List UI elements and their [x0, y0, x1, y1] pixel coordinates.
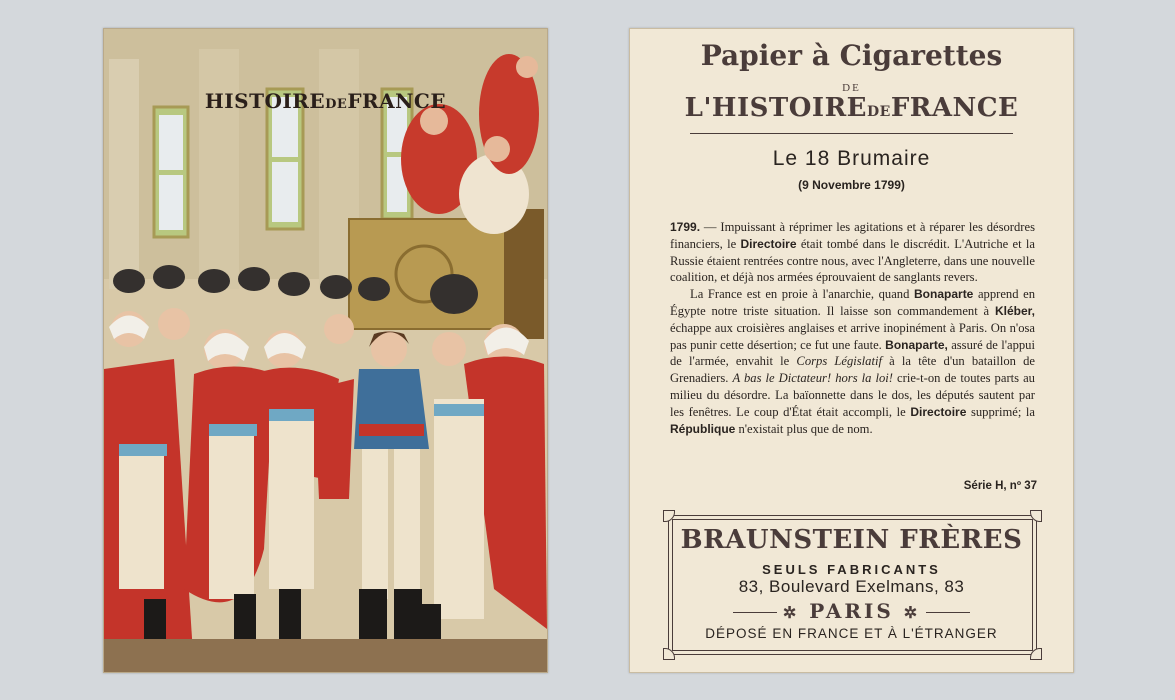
- front-title: HISTOIREDEFRANCE: [204, 89, 447, 113]
- paragraph-1: 1799. — Impuissant à réprimer les agitations et à réparer les désordres financiers, le Directoire était tombé dans le discrédit. L'Autriche et la Russie étaient rentrées contre nous, avec l'Angleterre, dans une nouvelle coalition, et déjà nos armées éprouvaient de sanglants revers.: [670, 220, 1035, 285]
- maker-city: ✲ PARIS ✲: [630, 599, 1073, 623]
- illustration-18-brumaire: [104, 29, 547, 672]
- body-text: [670, 219, 1035, 437]
- header-line2: L'HISTOIREDEFRANCE: [684, 93, 1019, 123]
- header-line1: Papier à Cigarettes: [700, 39, 1003, 72]
- header-rule: [690, 133, 1013, 134]
- card-back: [629, 28, 1074, 673]
- header-de: DE: [842, 82, 861, 94]
- depose-notice: DÉPOSÉ EN FRANCE ET À L'ÉTRANGER: [705, 626, 998, 641]
- event-title: Le 18 Brumaire: [772, 147, 931, 170]
- event-date: (9 Novembre 1799): [798, 178, 905, 192]
- maker-subtitle: SEULS FABRICANTS: [762, 562, 941, 577]
- maker-name: BRAUNSTEIN FRÈRES: [680, 525, 1023, 555]
- card-front: [103, 28, 548, 673]
- serie-number: Série H, nº 37: [963, 480, 1037, 492]
- paragraph-2: La France est en proie à l'anarchie, quand Bonaparte apprend en Égypte notre triste situation. Il laisse son commandement à Kléber, échappe aux croisières anglaises et arrive inopinément à Paris. On n'osa pas punir cette désertion; ce fut une faute. Bonaparte, assuré de l'appui de l'armée, envahit le Corps Législatif à la tête d'un bataillon de Grenadiers. A bas le Dictateur! hors la loi! crie-t-on de toutes parts au milieu du désordre. La baïonnette dans le dos, les députés sautent par les fenêtres. Le coup d'État était accompli, le Directoire supprimé; la République n'existait plus que de nom.: [670, 287, 1036, 436]
- maker-address: 83, Boulevard Exelmans, 83: [738, 577, 965, 596]
